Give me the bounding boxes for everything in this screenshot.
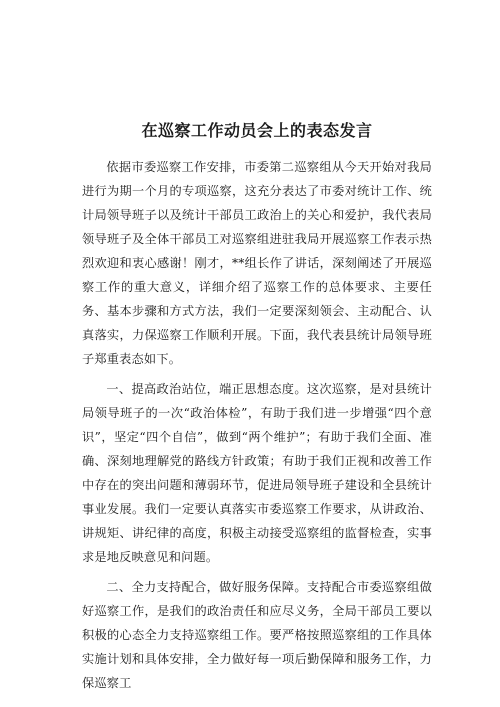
paragraph-section-2: 二、全力支持配合，做好服务保障。支持配合市委巡察组做好巡察工作，是我们的政治责任和应尽义务，全局干部员工要以积极的心态全力支持巡察组工作。要严格按照巡察组的工作具体实施计划和具体安排，全力做好每一项后勤保障和服务工作，力保巡察工	[82, 580, 432, 690]
paragraph-intro: 依据市委巡察工作安排，市委第二巡察组从今天开始对我局进行为期一个月的专项巡察，这充分表达了市委对统计工作、统计局领导班子以及统计干部员工政治上的关心和爱护，我代表局领导班子及全体干部员工对巡察组进驻我局开展巡察工作表示热烈欢迎和衷心感谢！刚才，**组长作了讲话，深刻阐述了开展巡察工作的重大意义，详细介绍了巡察工作的总体要求、主要任务、基本步骤和方式方法，我们一定要深刻领会、主动配合、认真落实，力保巡察工作顺利开展。下面，我代表县统计局领导班子郑重表态如下。	[82, 160, 432, 366]
document-title: 在巡察工作动员会上的表态发言	[141, 121, 373, 140]
paragraph-section-1: 一、提高政治站位，端正思想态度。这次巡察，是对县统计局领导班子的一次“政治体检”，有助于我们进一步增强“四个意识”，坚定“四个自信”，做到“两个维护”；有助于我们全面、准确、深刻地理解党的路线方针政策；有助于我们正视和改善工作中存在的突出问题和薄弱环节，促进局领导班子建设和全县统计事业发展。我们一定要认真落实市委巡察工作要求，从讲政治、讲规矩、讲纪律的高度，积极主动接受巡察组的监督检查，实事求是地反映意见和问题。	[82, 382, 432, 564]
